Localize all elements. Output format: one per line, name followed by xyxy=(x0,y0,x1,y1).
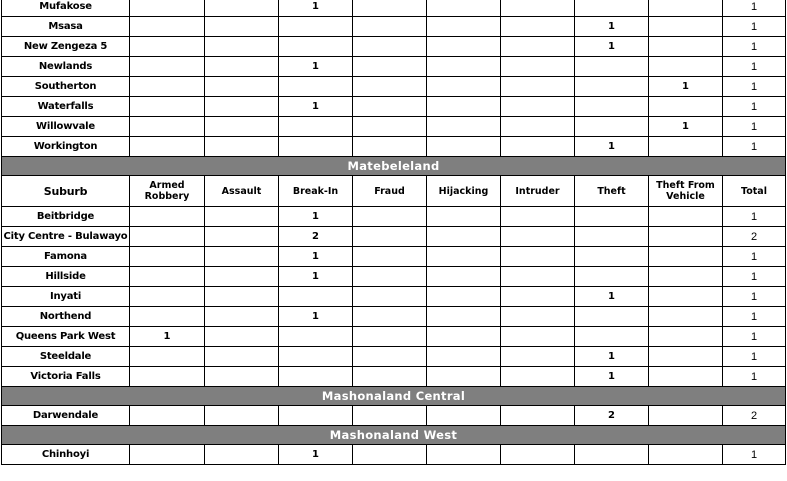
count-cell xyxy=(279,117,353,137)
count-cell xyxy=(501,406,575,426)
count-cell xyxy=(130,406,205,426)
count-cell xyxy=(427,406,501,426)
table-row xyxy=(2,117,786,137)
count-cell xyxy=(130,57,205,77)
count-cell xyxy=(353,117,427,137)
count-cell xyxy=(205,227,279,247)
total-cell: 1 xyxy=(723,37,786,57)
count-cell xyxy=(279,77,353,97)
count-cell xyxy=(205,445,279,465)
table-row xyxy=(2,367,786,387)
table-body xyxy=(2,0,786,465)
count-cell xyxy=(130,247,205,267)
total-cell: 1 xyxy=(723,57,786,77)
total-cell: 1 xyxy=(723,117,786,137)
count-cell xyxy=(501,227,575,247)
suburb-cell: Inyati xyxy=(2,287,130,307)
count-cell: 1 xyxy=(279,267,353,287)
count-cell xyxy=(649,97,723,117)
suburb-cell: Queens Park West xyxy=(2,327,130,347)
count-cell xyxy=(130,77,205,97)
count-cell: 1 xyxy=(279,207,353,227)
total-cell: 1 xyxy=(723,367,786,387)
count-cell xyxy=(279,37,353,57)
column-header: Break-In xyxy=(279,176,353,207)
suburb-cell: Beitbridge xyxy=(2,207,130,227)
count-cell xyxy=(427,445,501,465)
count-cell xyxy=(501,307,575,327)
count-cell xyxy=(501,37,575,57)
count-cell xyxy=(279,17,353,37)
count-cell: 1 xyxy=(575,37,649,57)
count-cell xyxy=(427,77,501,97)
suburb-cell: Northend xyxy=(2,307,130,327)
count-cell xyxy=(649,207,723,227)
count-cell xyxy=(279,327,353,347)
region-header-row xyxy=(2,157,786,176)
count-cell xyxy=(427,367,501,387)
count-cell xyxy=(130,227,205,247)
count-cell xyxy=(130,267,205,287)
count-cell xyxy=(501,347,575,367)
table-row xyxy=(2,77,786,97)
count-cell: 2 xyxy=(575,406,649,426)
count-cell xyxy=(427,347,501,367)
total-cell: 2 xyxy=(723,227,786,247)
total-cell: 1 xyxy=(723,207,786,227)
count-cell xyxy=(353,287,427,307)
total-cell: 1 xyxy=(723,97,786,117)
count-cell xyxy=(575,267,649,287)
count-cell xyxy=(649,267,723,287)
column-header: Theft From Vehicle xyxy=(649,176,723,207)
total-cell: 1 xyxy=(723,247,786,267)
count-cell xyxy=(130,117,205,137)
count-cell xyxy=(501,17,575,37)
count-cell xyxy=(353,77,427,97)
count-cell xyxy=(279,137,353,157)
table-row xyxy=(2,207,786,227)
count-cell xyxy=(353,367,427,387)
count-cell xyxy=(575,307,649,327)
count-cell xyxy=(649,247,723,267)
total-cell: 1 xyxy=(723,137,786,157)
count-cell xyxy=(130,207,205,227)
region-header-row xyxy=(2,426,786,445)
column-header-row xyxy=(2,176,786,207)
total-cell: 1 xyxy=(723,445,786,465)
count-cell xyxy=(575,57,649,77)
column-header: Total xyxy=(723,176,786,207)
count-cell xyxy=(205,57,279,77)
suburb-cell: Newlands xyxy=(2,57,130,77)
total-cell: 1 xyxy=(723,307,786,327)
count-cell xyxy=(353,267,427,287)
count-cell xyxy=(575,97,649,117)
column-header: Assault xyxy=(205,176,279,207)
count-cell xyxy=(353,445,427,465)
count-cell xyxy=(353,17,427,37)
count-cell xyxy=(353,37,427,57)
count-cell xyxy=(205,327,279,347)
count-cell xyxy=(130,137,205,157)
count-cell xyxy=(130,347,205,367)
count-cell xyxy=(130,445,205,465)
count-cell xyxy=(205,17,279,37)
column-header: Armed Robbery xyxy=(130,176,205,207)
suburb-cell: Waterfalls xyxy=(2,97,130,117)
suburb-cell: Victoria Falls xyxy=(2,367,130,387)
region-title: Mashonaland West xyxy=(2,426,786,445)
suburb-cell: New Zengeza 5 xyxy=(2,37,130,57)
count-cell xyxy=(649,445,723,465)
count-cell: 1 xyxy=(279,97,353,117)
total-cell: 1 xyxy=(723,267,786,287)
count-cell xyxy=(279,367,353,387)
total-cell: 1 xyxy=(723,327,786,347)
count-cell xyxy=(279,347,353,367)
crime-statistics-table xyxy=(1,0,786,465)
column-header: Suburb xyxy=(2,176,130,207)
count-cell: 1 xyxy=(575,17,649,37)
total-cell: 2 xyxy=(723,406,786,426)
suburb-cell: Msasa xyxy=(2,17,130,37)
count-cell xyxy=(130,307,205,327)
table-row xyxy=(2,347,786,367)
count-cell xyxy=(501,77,575,97)
count-cell xyxy=(427,267,501,287)
suburb-cell: Hillside xyxy=(2,267,130,287)
column-header: Hijacking xyxy=(427,176,501,207)
count-cell xyxy=(649,327,723,347)
count-cell xyxy=(205,267,279,287)
count-cell xyxy=(575,117,649,137)
count-cell xyxy=(575,445,649,465)
count-cell xyxy=(130,0,205,17)
suburb-cell: Famona xyxy=(2,247,130,267)
count-cell xyxy=(205,0,279,17)
count-cell xyxy=(501,327,575,347)
table-row xyxy=(2,37,786,57)
count-cell xyxy=(205,97,279,117)
count-cell xyxy=(130,37,205,57)
count-cell xyxy=(205,347,279,367)
count-cell xyxy=(427,307,501,327)
count-cell xyxy=(427,17,501,37)
count-cell xyxy=(501,0,575,17)
count-cell xyxy=(353,0,427,17)
column-header: Intruder xyxy=(501,176,575,207)
count-cell xyxy=(649,0,723,17)
count-cell: 1 xyxy=(279,57,353,77)
count-cell xyxy=(427,97,501,117)
count-cell xyxy=(353,247,427,267)
count-cell xyxy=(427,327,501,347)
count-cell xyxy=(575,247,649,267)
count-cell xyxy=(353,307,427,327)
count-cell: 1 xyxy=(130,327,205,347)
suburb-cell: Chinhoyi xyxy=(2,445,130,465)
count-cell xyxy=(427,247,501,267)
suburb-cell: Southerton xyxy=(2,77,130,97)
count-cell xyxy=(353,327,427,347)
count-cell: 1 xyxy=(279,307,353,327)
count-cell xyxy=(353,137,427,157)
table-row xyxy=(2,267,786,287)
count-cell xyxy=(205,137,279,157)
count-cell xyxy=(501,287,575,307)
total-cell: 1 xyxy=(723,347,786,367)
count-cell xyxy=(205,287,279,307)
count-cell xyxy=(649,287,723,307)
count-cell xyxy=(427,227,501,247)
suburb-cell: Willowvale xyxy=(2,117,130,137)
total-cell: 1 xyxy=(723,287,786,307)
count-cell xyxy=(501,445,575,465)
count-cell xyxy=(427,137,501,157)
count-cell xyxy=(575,207,649,227)
count-cell xyxy=(649,406,723,426)
count-cell xyxy=(205,247,279,267)
suburb-cell: Workington xyxy=(2,137,130,157)
count-cell: 1 xyxy=(279,247,353,267)
table-row xyxy=(2,137,786,157)
count-cell xyxy=(427,0,501,17)
count-cell xyxy=(205,117,279,137)
table-row xyxy=(2,406,786,426)
count-cell xyxy=(205,77,279,97)
table-row xyxy=(2,57,786,77)
count-cell xyxy=(501,57,575,77)
count-cell xyxy=(353,97,427,117)
count-cell: 2 xyxy=(279,227,353,247)
count-cell xyxy=(649,17,723,37)
count-cell xyxy=(353,227,427,247)
count-cell: 1 xyxy=(279,0,353,17)
count-cell xyxy=(205,207,279,227)
count-cell xyxy=(575,0,649,17)
suburb-cell: Mufakose xyxy=(2,0,130,17)
count-cell xyxy=(649,307,723,327)
count-cell xyxy=(205,367,279,387)
count-cell xyxy=(205,406,279,426)
suburb-cell: Darwendale xyxy=(2,406,130,426)
suburb-cell: City Centre - Bulawayo xyxy=(2,227,130,247)
count-cell xyxy=(649,137,723,157)
count-cell xyxy=(130,287,205,307)
region-title: Matebeleland xyxy=(2,157,786,176)
table-row xyxy=(2,17,786,37)
total-cell: 1 xyxy=(723,17,786,37)
table-row xyxy=(2,0,786,17)
count-cell: 1 xyxy=(649,117,723,137)
count-cell xyxy=(575,77,649,97)
table-row xyxy=(2,307,786,327)
count-cell xyxy=(649,37,723,57)
count-cell xyxy=(130,97,205,117)
count-cell: 1 xyxy=(649,77,723,97)
table-row xyxy=(2,97,786,117)
count-cell xyxy=(501,207,575,227)
region-title: Mashonaland Central xyxy=(2,387,786,406)
region-header-row xyxy=(2,387,786,406)
count-cell xyxy=(130,17,205,37)
count-cell: 1 xyxy=(575,367,649,387)
count-cell xyxy=(353,207,427,227)
count-cell xyxy=(205,307,279,327)
count-cell: 1 xyxy=(575,287,649,307)
count-cell xyxy=(427,117,501,137)
count-cell xyxy=(649,347,723,367)
count-cell xyxy=(649,227,723,247)
count-cell xyxy=(649,367,723,387)
column-header: Theft xyxy=(575,176,649,207)
count-cell: 1 xyxy=(575,347,649,367)
count-cell xyxy=(575,327,649,347)
table-row xyxy=(2,227,786,247)
suburb-cell: Steeldale xyxy=(2,347,130,367)
count-cell xyxy=(501,97,575,117)
count-cell: 1 xyxy=(279,445,353,465)
table-row xyxy=(2,445,786,465)
count-cell xyxy=(501,117,575,137)
table-row xyxy=(2,247,786,267)
count-cell xyxy=(427,57,501,77)
count-cell xyxy=(353,57,427,77)
count-cell xyxy=(353,406,427,426)
count-cell xyxy=(501,247,575,267)
count-cell xyxy=(427,287,501,307)
count-cell xyxy=(501,367,575,387)
count-cell: 1 xyxy=(575,137,649,157)
table-row xyxy=(2,287,786,307)
count-cell xyxy=(205,37,279,57)
total-cell: 1 xyxy=(723,77,786,97)
table-row xyxy=(2,327,786,347)
column-header: Fraud xyxy=(353,176,427,207)
count-cell xyxy=(279,406,353,426)
count-cell xyxy=(501,137,575,157)
count-cell xyxy=(279,287,353,307)
count-cell xyxy=(427,37,501,57)
count-cell xyxy=(353,347,427,367)
count-cell xyxy=(649,57,723,77)
count-cell xyxy=(575,227,649,247)
count-cell xyxy=(130,367,205,387)
count-cell xyxy=(427,207,501,227)
total-cell: 1 xyxy=(723,0,786,17)
count-cell xyxy=(501,267,575,287)
